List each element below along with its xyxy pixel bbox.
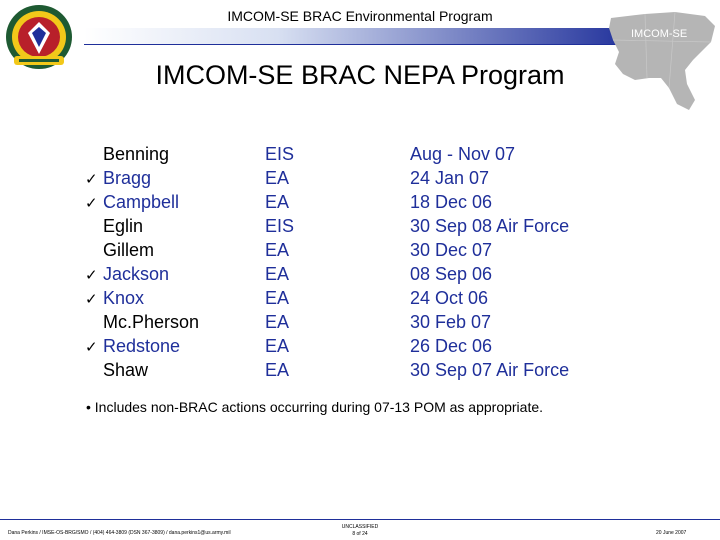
completion-date: 26 Dec 06 — [410, 336, 493, 356]
installation-name: Campbell — [103, 192, 180, 212]
header-title: IMCOM-SE BRAC Environmental Program — [227, 8, 493, 24]
document-type: EA — [265, 312, 290, 332]
installation-item — [85, 358, 199, 382]
page-number: 8 of 24 — [352, 531, 368, 537]
document-type: EA — [265, 336, 290, 356]
installation-item — [85, 190, 199, 214]
installation-name: Benning — [103, 144, 170, 164]
checkmark-icon: ✓ — [85, 170, 98, 188]
checkmark-icon: ✓ — [85, 290, 98, 308]
document-type: EIS — [265, 216, 295, 236]
checkmark-icon: ✓ — [85, 338, 98, 356]
completion-date: 24 Jan 07 — [410, 168, 490, 188]
installation-name: Knox — [103, 288, 145, 308]
installation-item — [85, 310, 199, 334]
region-label: IMCOM-SE — [631, 28, 688, 40]
completion-date: 24 Oct 06 — [410, 288, 489, 308]
installation-column — [85, 142, 199, 382]
date-column — [410, 142, 569, 382]
checkmark-icon: ✓ — [85, 266, 98, 284]
installation-item — [85, 262, 199, 286]
document-type: EA — [265, 192, 290, 212]
footer-date: 20 June 2007 — [656, 530, 687, 536]
installation-name: Shaw — [103, 360, 149, 380]
document-type: EA — [265, 288, 290, 308]
completion-date: 30 Sep 07 Air Force — [410, 360, 570, 380]
checkmark-icon: ✓ — [85, 194, 98, 212]
installation-item — [85, 166, 199, 190]
installation-item — [85, 238, 199, 262]
installation-name: Jackson — [103, 264, 170, 284]
document-type: EA — [265, 360, 290, 380]
installation-name: Mc.Pherson — [103, 312, 200, 332]
classification-label: UNCLASSIFIED — [341, 524, 379, 530]
installation-name: Gillem — [103, 240, 155, 260]
document-type: EIS — [265, 144, 295, 164]
document-type-column — [265, 142, 294, 382]
footer-classification — [336, 524, 384, 538]
completion-date: 30 Dec 07 — [410, 240, 493, 260]
completion-date: 08 Sep 06 — [410, 264, 493, 284]
installation-item — [85, 334, 199, 358]
completion-date: 30 Feb 07 — [410, 312, 492, 332]
installation-name: Bragg — [103, 168, 152, 188]
document-type: EA — [265, 168, 290, 188]
installation-item — [85, 142, 199, 166]
header-gradient-bar — [84, 28, 636, 44]
installation-name: Redstone — [103, 336, 181, 356]
footer-divider — [0, 519, 720, 520]
installation-name: Eglin — [103, 216, 144, 236]
completion-date: Aug - Nov 07 — [410, 144, 516, 164]
installation-item — [85, 286, 199, 310]
completion-date: 18 Dec 06 — [410, 192, 493, 212]
footer-contact: Dana Perkins / IMSE-OS-BRG/SMO / (404) 464-3809 (DSN 367-3809) / dana.perkins1@us.army.mil — [8, 530, 231, 536]
installation-item — [85, 214, 199, 238]
document-type: EA — [265, 240, 290, 260]
page-title: IMCOM-SE BRAC NEPA Program — [155, 60, 565, 90]
completion-date: 30 Sep 08 Air Force — [410, 216, 570, 236]
footnote: • Includes non-BRAC actions occurring during 07-13 POM as appropriate. — [86, 399, 544, 415]
document-type: EA — [265, 264, 290, 284]
header-divider — [84, 44, 636, 45]
